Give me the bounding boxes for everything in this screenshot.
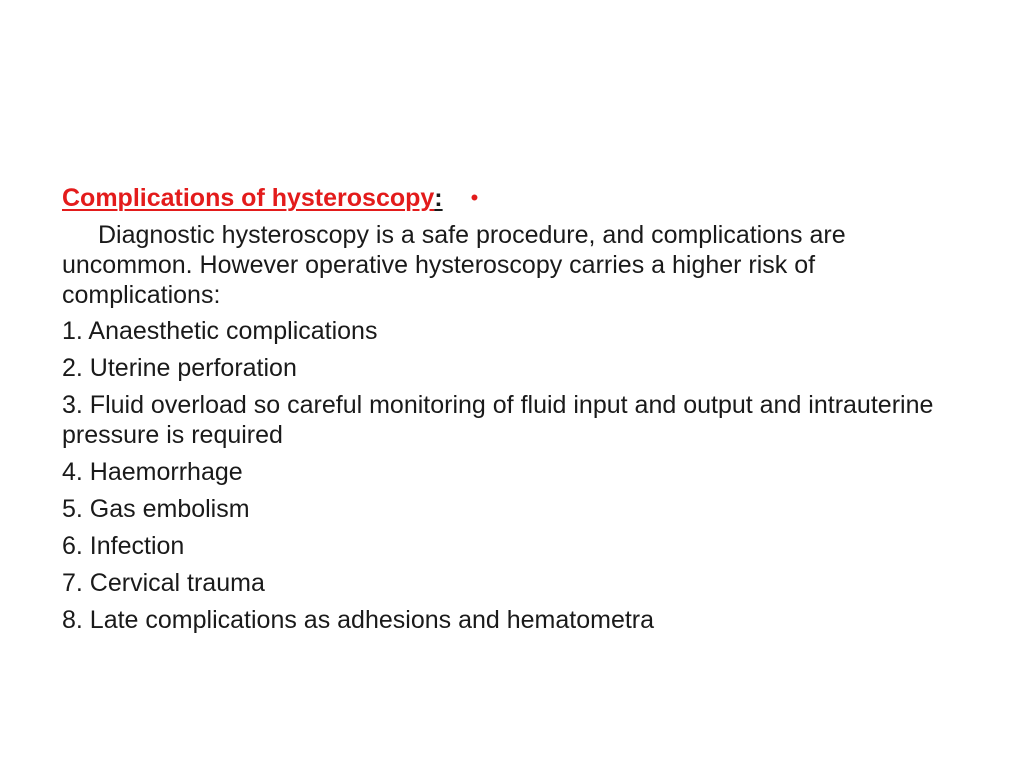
slide-heading: Complications of hysteroscopy [62,184,435,212]
heading-line [62,180,962,216]
list-item: 1. Anaesthetic complications [62,317,378,345]
list-item: 6. Infection [62,532,185,560]
list-item: 5. Gas embolism [62,495,250,523]
heading-colon: : [434,184,443,212]
list-item: 4. Haemorrhage [62,458,243,486]
slide-content [62,180,962,642]
list-item: 8. Late complications as adhesions and hematometra [62,606,655,634]
intro-paragraph: Diagnostic hysteroscopy is a safe procedure, and complications are uncommon. However operative hysteroscopy carries a higher risk of complications: [62,221,846,309]
list-item: 7. Cervical trauma [62,569,265,597]
bullet-icon: • [470,185,479,210]
list-item: 2. Uterine perforation [62,354,297,382]
complications-list [62,316,962,635]
list-item: 3. Fluid overload so careful monitoring of fluid input and output and intrauterine pressure is required [62,391,934,449]
